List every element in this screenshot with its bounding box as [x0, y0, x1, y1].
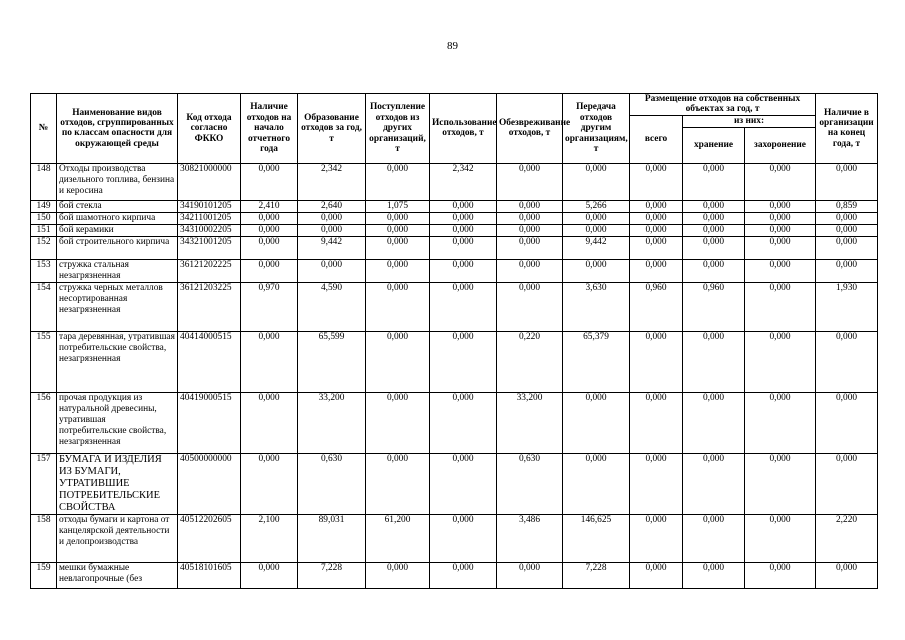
waste-table [30, 93, 878, 589]
cell-total: 0,000 [630, 163, 683, 200]
cell-received: 0,000 [366, 562, 430, 588]
cell-neutralized: 0,000 [497, 224, 563, 236]
header-storage: хранение [683, 127, 745, 163]
cell-code: 40419000515 [178, 392, 241, 453]
cell-num: 152 [31, 236, 57, 259]
cell-start: 2,100 [241, 514, 298, 562]
cell-num: 150 [31, 212, 57, 224]
cell-start: 0,000 [241, 212, 298, 224]
table-row [31, 282, 878, 331]
header-code: Код отхода согласно ФККО [178, 94, 241, 164]
header-received: Поступление отходов из других организаций, т [366, 94, 430, 164]
cell-end: 0,000 [816, 236, 878, 259]
cell-name: тара деревянная, утратившая потребительские свойства, незагрязненная [57, 331, 178, 392]
cell-storage: 0,000 [683, 212, 745, 224]
cell-end: 1,930 [816, 282, 878, 331]
cell-transferred: 0,000 [563, 259, 630, 282]
cell-formed: 0,630 [298, 453, 366, 514]
cell-code: 34310002205 [178, 224, 241, 236]
cell-storage: 0,000 [683, 331, 745, 392]
cell-transferred: 0,000 [563, 224, 630, 236]
cell-transferred: 9,442 [563, 236, 630, 259]
cell-start: 0,000 [241, 236, 298, 259]
cell-formed: 0,000 [298, 224, 366, 236]
header-end: Наличие в организации на конец года, т [816, 94, 878, 164]
cell-neutralized: 33,200 [497, 392, 563, 453]
cell-neutralized: 3,486 [497, 514, 563, 562]
header-formed: Образование отходов за год, т [298, 94, 366, 164]
cell-received: 0,000 [366, 282, 430, 331]
cell-code: 40512202605 [178, 514, 241, 562]
cell-name: стружка черных металлов несортированная незагрязненная [57, 282, 178, 331]
cell-code: 34321001205 [178, 236, 241, 259]
cell-total: 0,000 [630, 331, 683, 392]
table-row [31, 200, 878, 212]
cell-received: 0,000 [366, 392, 430, 453]
cell-used: 0,000 [430, 212, 497, 224]
cell-used: 0,000 [430, 200, 497, 212]
cell-name: отходы бумаги и картона от канцелярской деятельности и делопроизводства [57, 514, 178, 562]
cell-name: бой стекла [57, 200, 178, 212]
cell-used: 2,342 [430, 163, 497, 200]
cell-formed: 89,031 [298, 514, 366, 562]
cell-formed: 33,200 [298, 392, 366, 453]
cell-total: 0,000 [630, 514, 683, 562]
cell-storage: 0,000 [683, 514, 745, 562]
cell-name: Отходы производства дизельного топлива, бензина и керосина [57, 163, 178, 200]
table-row [31, 331, 878, 392]
table-row [31, 236, 878, 259]
cell-used: 0,000 [430, 562, 497, 588]
cell-formed: 9,442 [298, 236, 366, 259]
cell-burial: 0,000 [745, 282, 816, 331]
cell-num: 157 [31, 453, 57, 514]
cell-start: 0,000 [241, 163, 298, 200]
cell-formed: 65,599 [298, 331, 366, 392]
cell-burial: 0,000 [745, 453, 816, 514]
table-row [31, 224, 878, 236]
cell-used: 0,000 [430, 453, 497, 514]
cell-formed: 0,000 [298, 259, 366, 282]
cell-neutralized: 0,000 [497, 562, 563, 588]
header-name: Наименование видов отходов, сгруппированных по классам опасности для окружающей среды [57, 94, 178, 164]
cell-neutralized: 0,000 [497, 259, 563, 282]
cell-neutralized: 0,000 [497, 236, 563, 259]
cell-name: прочая продукция из натуральной древесины, утратившая потребительские свойства, незагрязненная [57, 392, 178, 453]
cell-used: 0,000 [430, 282, 497, 331]
cell-transferred: 0,000 [563, 453, 630, 514]
cell-burial: 0,000 [745, 514, 816, 562]
cell-start: 0,000 [241, 224, 298, 236]
table-row [31, 514, 878, 562]
cell-storage: 0,000 [683, 236, 745, 259]
cell-total: 0,000 [630, 259, 683, 282]
cell-used: 0,000 [430, 392, 497, 453]
cell-used: 0,000 [430, 514, 497, 562]
cell-burial: 0,000 [745, 259, 816, 282]
cell-num: 156 [31, 392, 57, 453]
cell-num: 151 [31, 224, 57, 236]
header-start: Наличие отходов на начало отчетного года [241, 94, 298, 164]
cell-end: 0,000 [816, 392, 878, 453]
cell-storage: 0,960 [683, 282, 745, 331]
header-placement-of-which: из них: [683, 115, 816, 127]
table-row [31, 259, 878, 282]
cell-burial: 0,000 [745, 224, 816, 236]
cell-end: 0,000 [816, 562, 878, 588]
cell-total: 0,000 [630, 453, 683, 514]
table-row [31, 453, 878, 514]
cell-total: 0,000 [630, 562, 683, 588]
cell-num: 159 [31, 562, 57, 588]
cell-name: бой шамотного кирпича [57, 212, 178, 224]
cell-burial: 0,000 [745, 331, 816, 392]
cell-end: 0,000 [816, 331, 878, 392]
header-used: Использование отходов, т [430, 94, 497, 164]
cell-end: 0,859 [816, 200, 878, 212]
cell-num: 155 [31, 331, 57, 392]
cell-received: 0,000 [366, 236, 430, 259]
cell-neutralized: 0,630 [497, 453, 563, 514]
cell-formed: 0,000 [298, 212, 366, 224]
cell-neutralized: 0,000 [497, 163, 563, 200]
header-placement-total: всего [630, 115, 683, 163]
cell-name: мешки бумажные невлагопрочные (без [57, 562, 178, 588]
cell-transferred: 0,000 [563, 212, 630, 224]
cell-num: 154 [31, 282, 57, 331]
cell-formed: 4,590 [298, 282, 366, 331]
cell-received: 0,000 [366, 212, 430, 224]
cell-start: 0,000 [241, 259, 298, 282]
cell-start: 0,000 [241, 562, 298, 588]
header-num: № [31, 94, 57, 164]
table-row [31, 163, 878, 200]
header-placement: Размещение отходов на собственных объектах за год, т [630, 94, 816, 116]
cell-start: 0,000 [241, 392, 298, 453]
cell-received: 1,075 [366, 200, 430, 212]
cell-formed: 7,228 [298, 562, 366, 588]
page-number: 89 [447, 40, 458, 52]
cell-neutralized: 0,000 [497, 282, 563, 331]
cell-storage: 0,000 [683, 200, 745, 212]
cell-num: 149 [31, 200, 57, 212]
cell-name: стружка стальная незагрязненная [57, 259, 178, 282]
table-row [31, 392, 878, 453]
cell-code: 36121202225 [178, 259, 241, 282]
cell-start: 2,410 [241, 200, 298, 212]
cell-end: 2,220 [816, 514, 878, 562]
cell-burial: 0,000 [745, 163, 816, 200]
cell-code: 30821000000 [178, 163, 241, 200]
cell-code: 36121203225 [178, 282, 241, 331]
cell-end: 0,000 [816, 163, 878, 200]
cell-used: 0,000 [430, 331, 497, 392]
cell-used: 0,000 [430, 236, 497, 259]
cell-code: 34211001205 [178, 212, 241, 224]
cell-num: 148 [31, 163, 57, 200]
header-transferred: Передача отходов другим организациям, т [563, 94, 630, 164]
cell-end: 0,000 [816, 259, 878, 282]
cell-total: 0,000 [630, 392, 683, 453]
header-neutralized: Обезвреживание отходов, т [497, 94, 563, 164]
cell-storage: 0,000 [683, 453, 745, 514]
cell-transferred: 5,266 [563, 200, 630, 212]
cell-received: 0,000 [366, 453, 430, 514]
cell-formed: 2,342 [298, 163, 366, 200]
cell-received: 0,000 [366, 163, 430, 200]
table-row [31, 212, 878, 224]
cell-burial: 0,000 [745, 392, 816, 453]
cell-end: 0,000 [816, 224, 878, 236]
cell-received: 0,000 [366, 331, 430, 392]
cell-received: 0,000 [366, 224, 430, 236]
cell-start: 0,000 [241, 453, 298, 514]
cell-used: 0,000 [430, 259, 497, 282]
cell-burial: 0,000 [745, 236, 816, 259]
cell-received: 0,000 [366, 259, 430, 282]
cell-transferred: 65,379 [563, 331, 630, 392]
cell-code: 34190101205 [178, 200, 241, 212]
cell-total: 0,000 [630, 212, 683, 224]
cell-name: бой керамики [57, 224, 178, 236]
cell-end: 0,000 [816, 453, 878, 514]
cell-total: 0,000 [630, 236, 683, 259]
cell-total: 0,000 [630, 224, 683, 236]
cell-transferred: 0,000 [563, 163, 630, 200]
cell-transferred: 0,000 [563, 392, 630, 453]
cell-num: 158 [31, 514, 57, 562]
cell-burial: 0,000 [745, 212, 816, 224]
cell-neutralized: 0,000 [497, 200, 563, 212]
cell-received: 61,200 [366, 514, 430, 562]
cell-code: 40500000000 [178, 453, 241, 514]
cell-start: 0,970 [241, 282, 298, 331]
cell-code: 40518101605 [178, 562, 241, 588]
header-burial: захоронение [745, 127, 816, 163]
cell-total: 0,000 [630, 200, 683, 212]
cell-burial: 0,000 [745, 562, 816, 588]
cell-formed: 2,640 [298, 200, 366, 212]
cell-end: 0,000 [816, 212, 878, 224]
cell-total: 0,960 [630, 282, 683, 331]
cell-name: БУМАГА И ИЗДЕЛИЯ ИЗ БУМАГИ, УТРАТИВШИЕ ПОТРЕБИТЕЛЬСКИЕ СВОЙСТВА [57, 453, 178, 514]
cell-burial: 0,000 [745, 200, 816, 212]
cell-storage: 0,000 [683, 259, 745, 282]
cell-transferred: 146,625 [563, 514, 630, 562]
cell-transferred: 3,630 [563, 282, 630, 331]
cell-storage: 0,000 [683, 392, 745, 453]
cell-name: бой строительного кирпича [57, 236, 178, 259]
table-row [31, 562, 878, 588]
cell-transferred: 7,228 [563, 562, 630, 588]
cell-used: 0,000 [430, 224, 497, 236]
cell-neutralized: 0,220 [497, 331, 563, 392]
cell-storage: 0,000 [683, 224, 745, 236]
cell-neutralized: 0,000 [497, 212, 563, 224]
cell-storage: 0,000 [683, 562, 745, 588]
cell-start: 0,000 [241, 331, 298, 392]
cell-code: 40414000515 [178, 331, 241, 392]
cell-num: 153 [31, 259, 57, 282]
cell-storage: 0,000 [683, 163, 745, 200]
